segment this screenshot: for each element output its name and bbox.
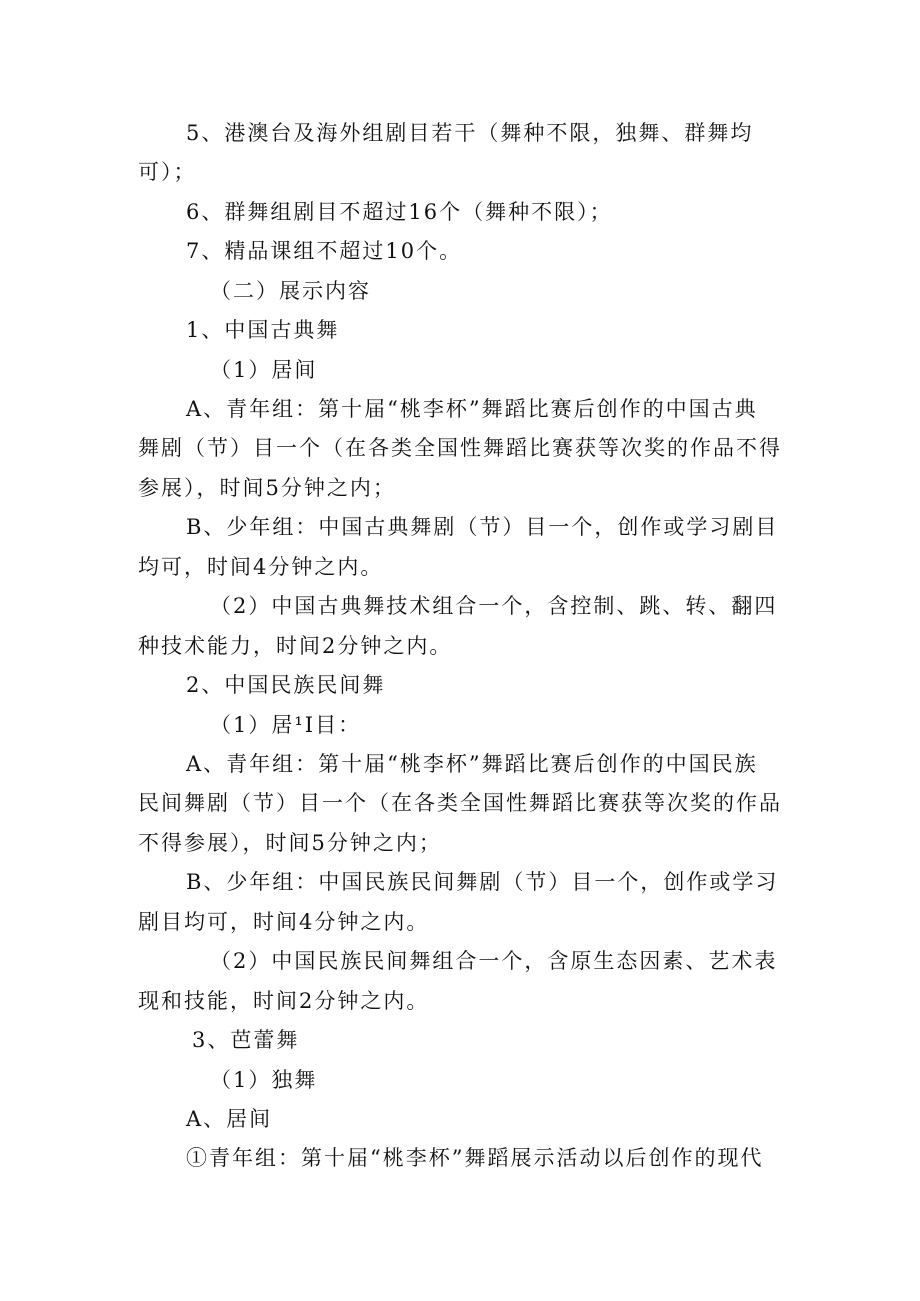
paragraph-line: 舞剧（节）目一个（在各类全国性舞蹈比赛获等次奖的作品不得 [138, 436, 782, 460]
item-heading: A、居间 [186, 1107, 273, 1131]
paragraph-line: 5、港澳台及海外组剧目若干（舞种不限，独舞、群舞均 [186, 121, 754, 145]
item-heading: （1）居间 [210, 358, 318, 382]
item-heading: （1）独舞 [210, 1068, 318, 1092]
paragraph-line: 剧目均可，时间4分钟之内。 [138, 910, 430, 934]
paragraph-line: B、少年组：中国民族民间舞剧（节）目一个，创作或学习 [186, 870, 779, 894]
subsection-heading: 2、中国民族民间舞 [186, 673, 386, 697]
paragraph-line: B、少年组：中国古典舞剧（节）目一个，创作或学习剧目 [186, 515, 779, 539]
paragraph-line: ①青年组：第十届“桃李杯”舞蹈展示活动以后创作的现代 [186, 1146, 764, 1170]
item-heading: （1）居¹I目： [210, 713, 362, 737]
subsection-heading: 3、芭蕾舞 [192, 1028, 300, 1052]
paragraph-line: （2）中国古典舞技术组合一个，含控制、跳、转、翻四 [210, 594, 778, 618]
paragraph-line: （2）中国民族民间舞组合一个，含原生态因素、艺术表 [210, 949, 778, 973]
subsection-heading: 1、中国古典舞 [186, 318, 340, 342]
paragraph-line: 不得参展），时间5分钟之内； [138, 831, 442, 855]
paragraph-line: 6、群舞组剧目不超过16个（舞种不限）； [186, 200, 613, 224]
paragraph-line: 民间舞剧（节）目一个（在各类全国性舞蹈比赛获等次奖的作品 [138, 791, 782, 815]
paragraph-line: 均可，时间4分钟之内。 [138, 555, 384, 579]
paragraph-line: A、青年组：第十届“桃李杯”舞蹈比赛后创作的中国民族 [186, 752, 758, 776]
paragraph-line: 可）； [138, 160, 197, 184]
paragraph-line: 7、精品课组不超过10个。 [186, 239, 463, 263]
section-heading: （二）展示内容 [210, 279, 371, 303]
paragraph-line: 参展），时间5分钟之内； [138, 476, 396, 500]
paragraph-line: 现和技能，时间2分钟之内。 [138, 989, 430, 1013]
paragraph-line: 种技术能力，时间2分钟之内。 [138, 634, 453, 658]
paragraph-line: A、青年组：第十届“桃李杯”舞蹈比赛后创作的中国古典 [186, 397, 758, 421]
